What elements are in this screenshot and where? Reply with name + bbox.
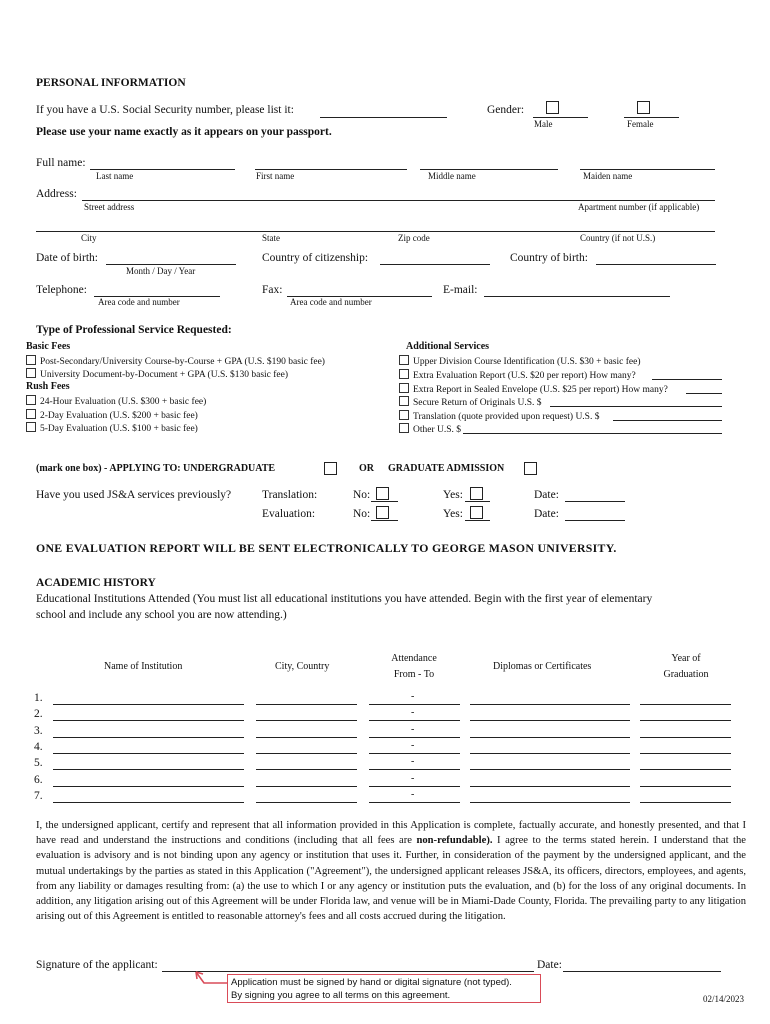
academic-instructions-2: school and include any school you are now attending.) (36, 609, 287, 621)
female-line (624, 117, 679, 118)
city-hint: City (81, 233, 97, 243)
signature-date-label: Date: (537, 959, 562, 971)
maiden-name-hint: Maiden name (583, 171, 633, 181)
sealed-count-field[interactable] (686, 393, 722, 394)
translation-date-label: Date: (534, 489, 559, 501)
basic-option-2[interactable] (26, 368, 288, 380)
basic-option-label: University Document-by-Document + GPA (U.S. $130 basic fee) (40, 370, 289, 380)
middle-name-hint: Middle name (428, 171, 476, 181)
applying-label: (mark one box) - APPLYING TO: UNDERGRADUATE (36, 463, 276, 474)
email-field[interactable] (484, 296, 670, 297)
attendance-dash: - (411, 788, 415, 800)
diplomas-field[interactable] (470, 769, 630, 770)
attendance-field[interactable] (369, 802, 460, 803)
attendance-dash: - (411, 691, 415, 702)
graduation-year-field[interactable] (640, 753, 731, 754)
attendance-dash: - (411, 772, 415, 784)
rush-fees-heading: Rush Fees (26, 381, 70, 392)
translation-no-checkbox[interactable] (376, 487, 389, 500)
graduation-year-field[interactable] (640, 704, 731, 705)
col-attendance-1: Attendance (391, 653, 437, 664)
additional-option-label: Extra Evaluation Report (U.S. $20 per report) How many? (413, 371, 636, 381)
signature-notice (227, 974, 541, 1003)
signature-label: Signature of the applicant: (36, 959, 158, 971)
translation-date-field[interactable] (565, 501, 625, 502)
translation-yes-checkbox[interactable] (470, 487, 483, 500)
city-state-zip-field[interactable] (36, 231, 715, 232)
first-name-field[interactable] (255, 169, 407, 170)
fullname-label: Full name: (36, 157, 86, 169)
diplomas-field[interactable] (470, 720, 630, 721)
used-question: Have you used JS&A services previously? (36, 489, 232, 501)
rush-option-1[interactable] (26, 395, 206, 407)
institution-field[interactable] (53, 802, 244, 803)
secure-return-amount-field[interactable] (550, 406, 722, 407)
col-year-2: Graduation (663, 669, 709, 680)
attendance-field[interactable] (369, 753, 460, 754)
row-number: 4. (34, 740, 43, 753)
checkbox-icon[interactable] (26, 355, 36, 365)
telephone-label: Telephone: (36, 284, 87, 296)
checkbox-icon[interactable] (26, 422, 36, 432)
yes-line (465, 501, 490, 502)
academic-heading: ACADEMIC HISTORY (36, 577, 156, 589)
dob-hint: Month / Day / Year (126, 266, 196, 276)
graduate-label: GRADUATE ADMISSION (388, 463, 505, 474)
translation-label: Translation: (262, 489, 318, 501)
personal-heading: PERSONAL INFORMATION (36, 77, 186, 89)
evaluation-no-label: No: (353, 508, 371, 520)
city-country-field[interactable] (256, 753, 357, 754)
basic-option-1[interactable] (26, 355, 325, 367)
city-country-field[interactable] (256, 786, 357, 787)
diplomas-field[interactable] (470, 704, 630, 705)
basic-option-label: Post-Secondary/University Course-by-Course + GPA (U.S. $190 basic fee) (40, 357, 325, 367)
attendance-field[interactable] (369, 769, 460, 770)
female-label: Female (627, 119, 654, 129)
rush-option-2[interactable] (26, 409, 198, 421)
no-line (371, 501, 398, 502)
additional-option-3[interactable] (399, 383, 668, 395)
evaluation-date-label: Date: (534, 508, 559, 520)
col-city: City, Country (275, 661, 330, 672)
row-number: 1. (34, 692, 43, 704)
extra-report-count-field[interactable] (652, 379, 722, 380)
citizenship-field[interactable] (380, 264, 490, 265)
city-country-field[interactable] (256, 720, 357, 721)
attendance-field[interactable] (369, 720, 460, 721)
diplomas-field[interactable] (470, 737, 630, 738)
city-country-field[interactable] (256, 704, 357, 705)
institution-field[interactable] (53, 737, 244, 738)
row-number: 5. (34, 757, 43, 770)
applying-or: OR (359, 463, 374, 474)
email-label: E-mail: (443, 284, 478, 296)
additional-option-label: Extra Report in Sealed Envelope (U.S. $25 per report) How many? (413, 385, 668, 395)
evaluation-yes-checkbox[interactable] (470, 506, 483, 519)
middle-name-field[interactable] (420, 169, 558, 170)
city-country-field[interactable] (256, 769, 357, 770)
row-number: 7. (34, 789, 43, 802)
additional-option-4[interactable] (399, 396, 542, 408)
row-number: 3. (34, 724, 43, 737)
checkbox-icon[interactable] (399, 369, 409, 379)
last-name-hint: Last name (96, 171, 134, 181)
first-name-hint: First name (256, 171, 295, 181)
additional-option-6[interactable] (399, 423, 461, 435)
fax-label: Fax: (262, 284, 283, 296)
male-checkbox[interactable] (546, 101, 559, 114)
attendance-field[interactable] (369, 704, 460, 705)
dob-field[interactable] (106, 264, 236, 265)
graduation-year-field[interactable] (640, 720, 731, 721)
address-label: Address: (36, 188, 77, 200)
institution-field[interactable] (53, 769, 244, 770)
additional-option-label: Translation (quote provided upon request) U.S. $ (413, 412, 600, 422)
signature-notice-line-1: Application must be signed by hand or digital signature (not typed). (231, 977, 512, 988)
attendance-field[interactable] (369, 786, 460, 787)
apartment-hint: Apartment number (if applicable) (578, 202, 700, 212)
certification-part2: I agree to the terms stated herein. I understand that the evaluation is advisory and is not binding upon any agency or institution that uses it. Further, in consideration of the payment by the undersigned applicant, and the mutual undertakings by the parties as stated in this Application ("Agreement"), the undersigned applicant releases JS&A, its officers, directors, employees, and agents, from any liability or damages resulting from: (a) the use to which I or any agency or institution puts the evaluation, and (b) for the loss of any original documents. In addition, any litigation arising out of this Agreement will be under Florida law, and venue will be in Miami-Dade County, Florida. The prevailing party to any litigation arising out of this Agreement is entitled to reasonable attorney's fees and all costs accrued during the litigation. (36, 835, 746, 923)
dob-label: Date of birth: (36, 252, 98, 264)
checkbox-icon[interactable] (26, 395, 36, 405)
state-hint: State (262, 233, 280, 243)
checkbox-icon[interactable] (399, 355, 409, 365)
last-name-field[interactable] (90, 169, 235, 170)
gender-label: Gender: (487, 104, 525, 116)
citizenship-label: Country of citizenship: (262, 252, 369, 264)
zip-hint: Zip code (398, 233, 430, 243)
street-address-field[interactable] (82, 200, 715, 201)
attendance-dash: - (411, 707, 415, 719)
institution-field[interactable] (53, 720, 244, 721)
col-diplomas: Diplomas or Certificates (493, 661, 592, 672)
graduate-checkbox[interactable] (524, 462, 537, 475)
country-hint: Country (if not U.S.) (580, 233, 656, 243)
translation-yes-label: Yes: (443, 489, 463, 501)
checkbox-icon[interactable] (399, 396, 409, 406)
street-hint: Street address (84, 202, 135, 212)
checkbox-icon[interactable] (26, 368, 36, 378)
additional-option-1[interactable] (399, 355, 641, 367)
basic-fees-heading: Basic Fees (26, 341, 71, 352)
academic-instructions-1: Educational Institutions Attended (You must list all educational institutions you have attended. Begin with the first year of elementary (36, 593, 653, 605)
row-number: 6. (34, 773, 43, 786)
institution-field[interactable] (53, 704, 244, 705)
col-institution: Name of Institution (104, 661, 183, 672)
additional-option-2[interactable] (399, 369, 636, 381)
additional-option-label: Other U.S. $ (413, 425, 462, 435)
male-label: Male (534, 119, 553, 129)
male-line (533, 117, 588, 118)
signature-date-field[interactable] (563, 971, 721, 972)
no-line (371, 520, 398, 521)
attendance-dash: - (411, 756, 415, 768)
institution-field[interactable] (53, 786, 244, 787)
birth-country-field[interactable] (596, 264, 716, 265)
city-country-field[interactable] (256, 802, 357, 803)
graduation-year-field[interactable] (640, 769, 731, 770)
ssn-label: If you have a U.S. Social Security number, please list it: (36, 104, 294, 116)
fax-hint: Area code and number (290, 297, 372, 307)
additional-heading: Additional Services (406, 341, 490, 352)
ssn-field[interactable] (320, 117, 447, 118)
gmu-notice: ONE EVALUATION REPORT WILL BE SENT ELECTRONICALLY TO GEORGE MASON UNIVERSITY. (36, 541, 617, 555)
services-heading: Type of Professional Service Requested: (36, 324, 232, 336)
rush-option-label: 2-Day Evaluation (U.S. $200 + basic fee) (40, 411, 198, 421)
attendance-dash: - (411, 739, 415, 751)
graduation-year-field[interactable] (640, 802, 731, 803)
diplomas-field[interactable] (470, 802, 630, 803)
checkbox-icon[interactable] (26, 409, 36, 419)
certification-text (36, 818, 746, 924)
city-country-field[interactable] (256, 737, 357, 738)
rush-option-label: 5-Day Evaluation (U.S. $100 + basic fee) (40, 424, 198, 434)
institution-field[interactable] (53, 753, 244, 754)
translation-no-label: No: (353, 489, 371, 501)
attendance-field[interactable] (369, 737, 460, 738)
telephone-hint: Area code and number (98, 297, 180, 307)
other-amount-field[interactable] (463, 433, 722, 434)
evaluation-yes-label: Yes: (443, 508, 463, 520)
col-year-1: Year of (671, 653, 701, 664)
evaluation-label: Evaluation: (262, 508, 316, 520)
birth-country-label: Country of birth: (510, 252, 588, 264)
checkbox-icon[interactable] (399, 423, 409, 433)
diplomas-field[interactable] (470, 786, 630, 787)
additional-option-label: Upper Division Course Identification (U.S. $30 + basic fee) (413, 357, 641, 367)
row-number: 2. (34, 708, 43, 721)
yes-line (465, 520, 490, 521)
additional-option-5[interactable] (399, 410, 599, 422)
diplomas-field[interactable] (470, 753, 630, 754)
evaluation-no-checkbox[interactable] (376, 506, 389, 519)
form-date: 02/14/2023 (703, 994, 745, 1004)
certification-bold: non-refundable). (416, 835, 493, 847)
maiden-name-field[interactable] (580, 169, 715, 170)
col-attendance-2: From - To (393, 669, 435, 680)
translation-amount-field[interactable] (613, 420, 722, 421)
graduation-year-field[interactable] (640, 786, 731, 787)
certification-part1: I, the undersigned applicant, certify and represent that all information provided in this Application is complete, factually accurate, and honestly presented, and that I have read and understand the instructions and conditions (including that all fees are (36, 820, 746, 847)
evaluation-date-field[interactable] (565, 520, 625, 521)
attendance-dash: - (411, 723, 415, 735)
undergraduate-checkbox[interactable] (324, 462, 337, 475)
additional-option-label: Secure Return of Originals U.S. $ (413, 398, 542, 408)
arrow-icon (192, 968, 232, 990)
female-checkbox[interactable] (637, 101, 650, 114)
rush-option-label: 24-Hour Evaluation (U.S. $300 + basic fee) (40, 397, 207, 407)
signature-notice-line-2: By signing you agree to all terms on this agreement. (231, 990, 451, 1001)
rush-option-3[interactable] (26, 422, 198, 434)
passport-note: Please use your name exactly as it appears on your passport. (36, 126, 332, 138)
graduation-year-field[interactable] (640, 737, 731, 738)
checkbox-icon[interactable] (399, 410, 409, 420)
checkbox-icon[interactable] (399, 383, 409, 393)
